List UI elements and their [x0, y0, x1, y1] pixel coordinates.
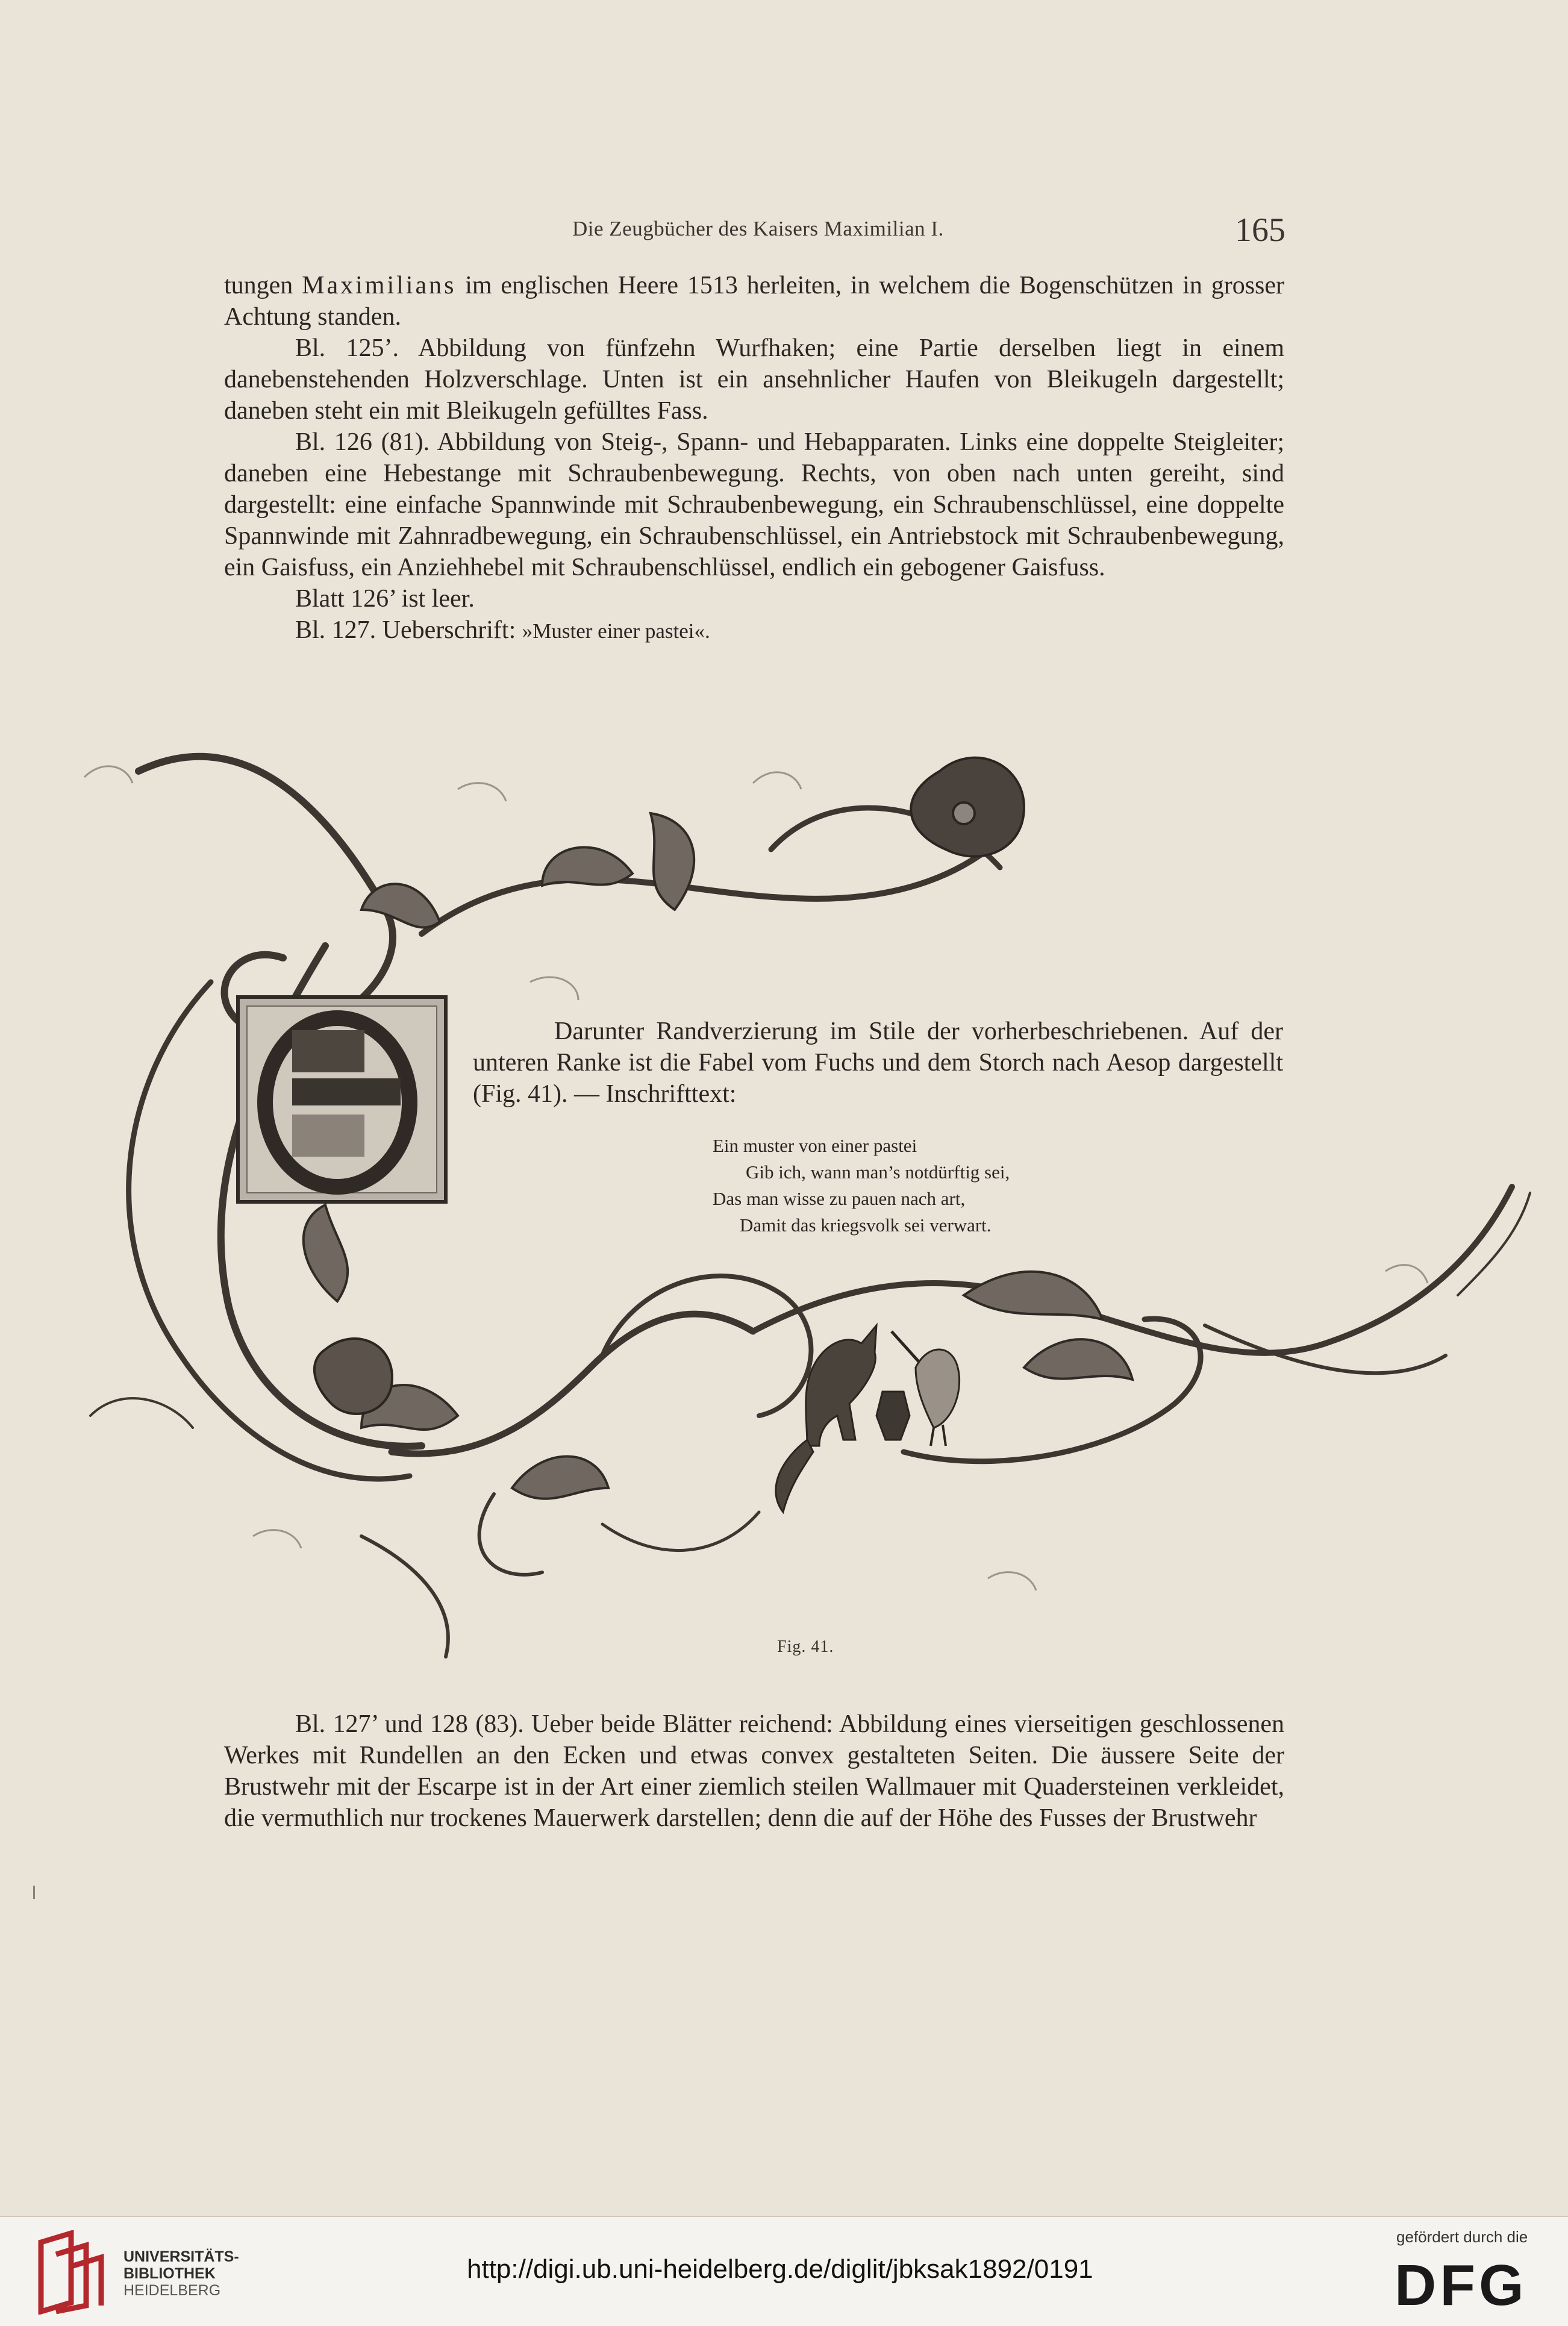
figure-caption: Fig. 41. — [777, 1637, 834, 1656]
paragraph-bl-127-128: Bl. 127’ und 128 (83). Ueber beide Blätter reichend: Abbildung eines vierseitigen geschlossenen Werkes mit Rundellen an den Ecken und etwas convex gestalteten Seiten. Die äussere Seite der Brustwehr mit der Escarpe ist in der Art einer ziemlich steilen Wallmauer mit Quadersteinen verkleidet, die vermuthlich nur trockenes Mauerwerk darstellen; denn die auf der Höhe des Fusses der Brustwehr — [224, 1710, 1284, 1832]
permalink-url[interactable]: http://digi.ub.uni-heidelberg.de/diglit/jbksak1892/0191 — [467, 2254, 1093, 2284]
library-logo-icon[interactable] — [35, 2230, 113, 2315]
dfg-logo[interactable]: DFG — [1395, 2253, 1528, 2318]
paragraph-bl-125: Bl. 125’. Abbildung von fünfzehn Wurfhaken; eine Partie derselben liegt in einem danebenstehenden Holzverschlage. Unten ist ein ansehnlicher Haufen von Bleikugeln dargestellt; daneben steht ein mit Bleikugeln gefülltes Fass. — [224, 334, 1284, 425]
fox-figure — [776, 1325, 876, 1512]
poem-line: Damit das kriegsvolk sei verwart. — [740, 1215, 992, 1236]
initial-letter-block — [238, 997, 446, 1202]
figure-description: Darunter Randverzierung im Stile der vorherbeschriebenen. Auf der unteren Ranke ist die Fabel vom Fuchs und dem Storch nach Aesop dargestellt (Fig. 41). — Inschrifttext: — [473, 1018, 1283, 1108]
inscription-poem — [713, 1133, 1010, 1239]
running-head: Die Zeugbücher des Kaisers Maximilian I. — [572, 217, 944, 240]
poem-line: Das man wisse zu pauen nach art, — [713, 1188, 966, 1209]
poem-line: Ein muster von einer pastei — [713, 1135, 917, 1156]
poem-line: Gib ich, wann man’s notdürftig sei, — [746, 1161, 1010, 1183]
paragraph-1: tungen Maximilians im englischen Heere 1513 herleiten, in welchem die Bogenschützen in grosser Achtung standen. — [224, 272, 1285, 331]
margin-mark — [33, 1886, 35, 1899]
paragraph-bl-126: Bl. 126 (81). Abbildung von Steig-, Spann- und Hebapparaten. Links eine doppelte Steigleiter; daneben eine Hebestange mit Schraubenbewegung. Rechts, von oben nach unten gereiht, sind dargestellt: eine einfache Spannwinde mit Schraubenbewegung, ein Schraubenschlüssel, eine doppelte Spannwinde mit Zahnradbewegung, ein Schraubenschlüssel, ein Antriebstock mit Schraubenbewegung, ein Gaisfuss, ein Anziehhebel mit Schraubenschlüssel, endlich ein gebogener Gaisfuss. — [224, 428, 1284, 581]
paragraph-blatt-126-leer: Blatt 126’ ist leer. — [295, 585, 475, 613]
library-name[interactable]: UNIVERSITÄTS- BIBLIOTHEK HEIDELBERG — [123, 2248, 239, 2299]
top-text-block — [224, 270, 1284, 647]
footer-bar — [0, 2217, 1568, 2326]
flower-bud — [314, 1339, 392, 1414]
page-number: 165 — [1235, 211, 1285, 249]
vessel-figure — [876, 1392, 910, 1440]
funded-by-label: gefördert durch die — [1396, 2228, 1528, 2246]
flower-blossom — [911, 758, 1024, 857]
paragraph-bl-127: Bl. 127. Ueberschrift: »Muster einer pastei«. — [295, 616, 710, 644]
bottom-text-block — [224, 1709, 1284, 1834]
